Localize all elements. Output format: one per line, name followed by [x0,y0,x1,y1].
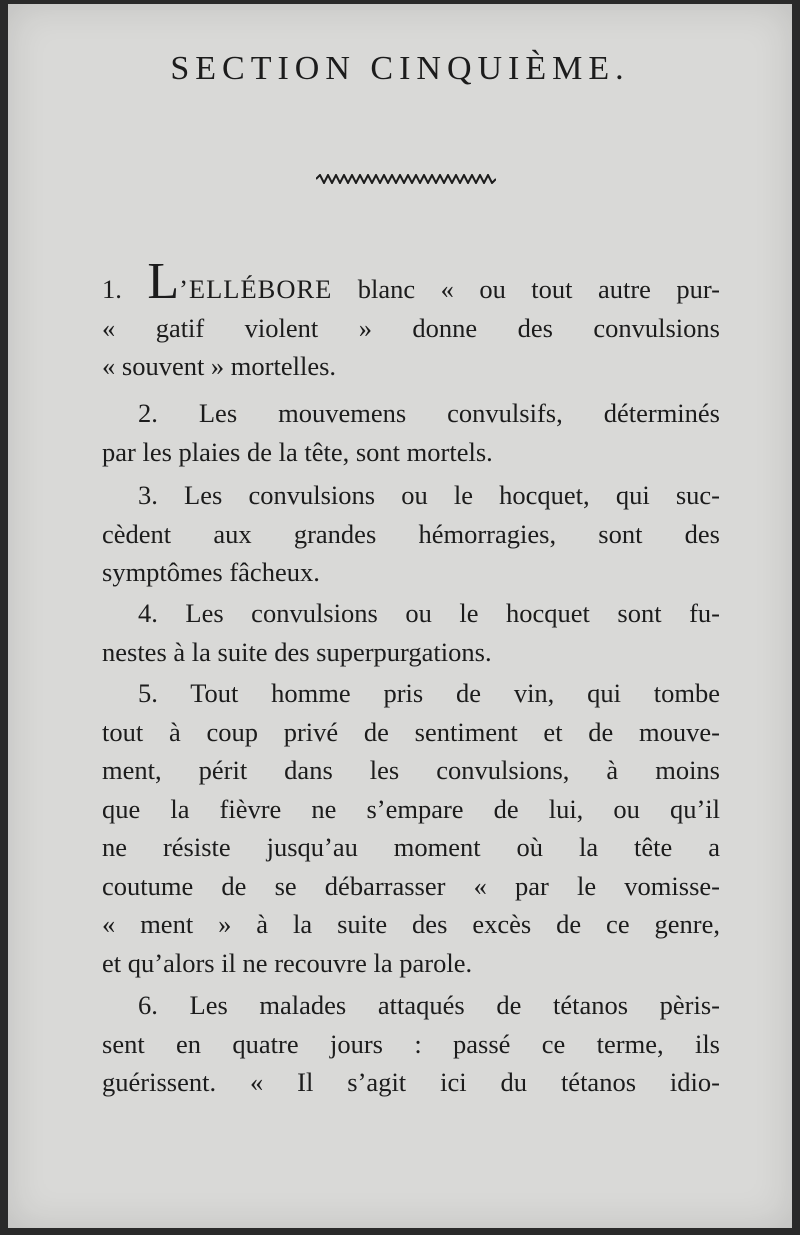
paragraph-1 [102,253,720,386]
small-caps-word: ’ELLÉBORE [179,274,333,304]
text-line: « gatif violent » donne des convulsions [102,312,720,343]
text-line: et qu’alors il ne recouvre la parole. [102,947,473,978]
ornamental-divider [316,174,496,184]
section-title: SECTION CINQUIÈME. [170,50,630,87]
drop-cap: L [147,253,180,310]
paragraph-4 [102,594,720,671]
text-line: ne résiste jusqu’au moment où la tête a [102,832,720,862]
text-line: nestes à la suite des superpurgations. [102,636,492,667]
text-line: guérissent. « Il s’agit ici du tétanos idio- [102,1067,720,1097]
paragraph-5 [102,674,720,982]
paragraph-6 [102,986,720,1102]
text-line: « ment » à la suite des excès de ce genre, [102,909,720,939]
text-line: 4. Les convulsions ou le hocquet sont fu- [138,598,720,628]
book-page [8,4,792,1228]
text-line: coutume de se débarrasser « par le vomisse- [102,870,720,901]
text-line: 3. Les convulsions ou le hocquet, qui suc- [138,480,720,510]
text-line: que la fièvre ne s’empare de lui, ou qu’il [102,793,720,824]
text-line: 6. Les malades attaqués de tétanos pèris- [138,990,720,1020]
text-line: par les plaies de la tête, sont mortels. [102,436,493,467]
line-text: blanc « ou tout autre pur- [332,274,720,304]
paragraph-2 [102,394,720,471]
text-line: 2. Les mouvemens convulsifs, déterminés [138,398,720,428]
text-line: symptômes fâcheux. [102,557,320,587]
text-line: 5. Tout homme pris de vin, qui tombe [138,678,720,708]
text-line: sent en quatre jours : passé ce terme, ils [102,1028,720,1059]
text-line: « souvent » mortelles. [102,351,337,381]
text-line: cèdent aux grandes hémorragies, sont des [102,518,720,549]
text-line [102,253,720,310]
paragraph-3 [102,476,720,592]
text-line: ment, périt dans les convulsions, à moins [102,755,720,785]
paragraph-number: 1. [102,274,122,304]
text-line: tout à coup privé de sentiment et de mouve- [102,716,720,747]
